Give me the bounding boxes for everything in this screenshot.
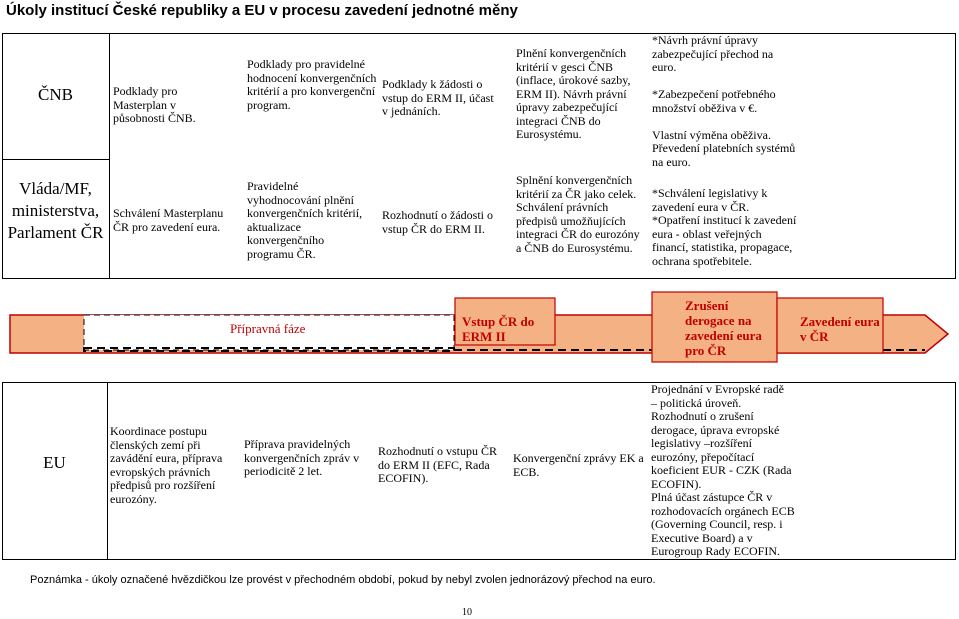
cnb-label: ČNB: [38, 85, 73, 104]
top-col4-bottom: Splnění konvergenčních kritérií za ČR jako celek. Schválení právních předpisů umožňujících integraci ČR do eurozóny a ČNB do Eurosystému.: [516, 173, 640, 255]
vlada-label: Vláda/MF, ministerstva, Parlament ČR: [7, 179, 104, 242]
top-col5-top: *Návrh právní úpravy zabezpečující přechod na euro. *Zabezpečení potřebného množství oběživa v €. Vlastní výměna oběživa. Převedení platebních systémů na euro.: [652, 33, 796, 169]
top-col4-top: Plnění konvergenčních kritérií v gesci ČNB (inflace, úrokové sazby, ERM II). Návrh právní úpravy zabezpečující integraci ČNB do Eurosystému.: [516, 46, 631, 141]
eu-col2: Příprava pravidelných konvergenčních zpráv v periodicitě 2 let.: [244, 437, 360, 478]
footnote: Poznámka - úkoly označené hvězdičkou lze provést v přechodném období, pokud by nebyl zvolen jednorázový přechod na euro.: [30, 574, 656, 586]
phase3-label: Zrušení derogace na zavedení eura pro ČR: [685, 298, 762, 358]
eu-col3: Rozhodnutí o vstupu ČR do ERM II (EFC, Rada ECOFIN).: [378, 444, 498, 485]
phase1-label: Přípravná fáze: [230, 321, 306, 336]
top-col1-top: Podklady pro Masterplan v působnosti ČNB.: [113, 84, 196, 125]
top-col1-bottom: Schválení Masterplanu ČR pro zavedení eura.: [113, 206, 224, 234]
eu-label: EU: [43, 453, 66, 472]
phase2-label: Vstup ČR do ERM II: [462, 314, 535, 344]
eu-col1: Koordinace postupu členských zemí při zavádění eura, příprava evropských právních předpisů pro rozšíření eurozóny.: [110, 424, 223, 506]
eu-col5: Projednání v Evropské radě – politická úroveň. Rozhodnutí o zrušení derogace, úprava evropské legislativy –rozšíření eurozóny, přepočítací koeficient EUR - CZK (Rada ECOFIN). Plná účast zástupce ČR v rozhodovacích orgánech ECB (Governing Council, resp. i Executive Board) a v Eurogroup Rady ECOFIN.: [651, 382, 795, 558]
top-col3-top: Podklady k žádosti o vstup do ERM II, účast v jednáních.: [382, 77, 494, 118]
phase4-label: Zavedení eura v ČR: [800, 314, 880, 344]
top-col2-bottom: Pravidelné vyhodnocování plnění konvergenčních kritérií, aktualizace konvergenčního programu ČR.: [247, 179, 363, 261]
top-col5-bottom: *Schválení legislativy k zavedení eura v ČR. *Opatření institucí k zavedení eura - oblast veřejných financí, statistika, propagace, ochrana spotřebitele.: [652, 186, 797, 268]
eu-col4: Konvergenční zprávy EK a ECB.: [513, 451, 644, 479]
top-row-divider: [2, 159, 109, 160]
page-number: 10: [462, 607, 472, 618]
top-col3-bottom: Rozhodnutí o žádosti o vstup ČR do ERM II.: [382, 208, 493, 236]
top-col-divider: [109, 33, 110, 279]
top-col2-top: Podklady pro pravidelné hodnocení konvergenčních kritérií a pro konvergenční program.: [247, 57, 377, 112]
top-block-frame: [2, 33, 956, 279]
page-title: Úkoly institucí České republiky a EU v procesu zavedení jednotné měny: [6, 2, 518, 19]
